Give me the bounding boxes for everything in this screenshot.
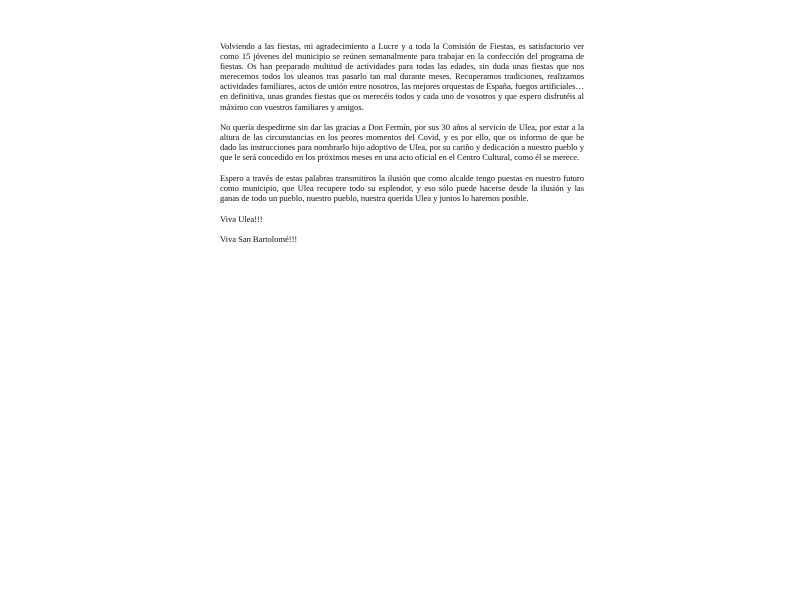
paragraph-viva-san-bartolome: Viva San Bartolomé!!! xyxy=(220,234,298,245)
paragraph-fiestas-thanks: Volviendo a las fiestas, mi agradecimiento a Lucre y a toda la Comisión de Fiestas, es satisfactorio ver como 15 jóvenes del municipio se reúnen semanalmente para trabajar en la confección del programa de fiestas. Os han preparado multitud de actividades para todas las edades, sin duda unas fiestas que nos merecemos todos los uleanos tras pasarlo tan mal durante meses. Recuperamos tradiciones, realizamos actividades familiares, actos de unión entre nosotros, las mejores orquestas de España, fuegos artificiales… en definitiva, unas grandes fiestas que os merecéis todos y cada uno de vosotros y que espero disfrutéis al máximo con vuestros familiares y amigos. xyxy=(220,41,584,112)
paragraph-don-fermin: No quería despedirme sin dar las gracias a Don Fermín, por sus 30 años al servicio de Ulea, por estar a la altura de las circunstancias en los peores momentos del Covid, y es por ello, que os informo de que he dado las instrucciones para nombrarlo hijo adoptivo de Ulea, por su cariño y dedicación a nuestro pueblo y que le será concedido en los próximos meses en una acto oficial en el Centro Cultural, como él se merece. xyxy=(220,122,584,163)
document-body xyxy=(220,41,584,255)
paragraph-closing-wishes: Espero a través de estas palabras transmitiros la ilusión que como alcalde tengo puestas en nuestro futuro como municipio, que Ulea recupere todo su esplendor, y eso sólo puede hacerse desde la ilusión y las ganas de todo un pueblo, nuestro pueblo, nuestra querida Ulea y juntos lo haremos posible. xyxy=(220,173,584,204)
paragraph-viva-ulea: Viva Ulea!!! xyxy=(220,213,263,224)
